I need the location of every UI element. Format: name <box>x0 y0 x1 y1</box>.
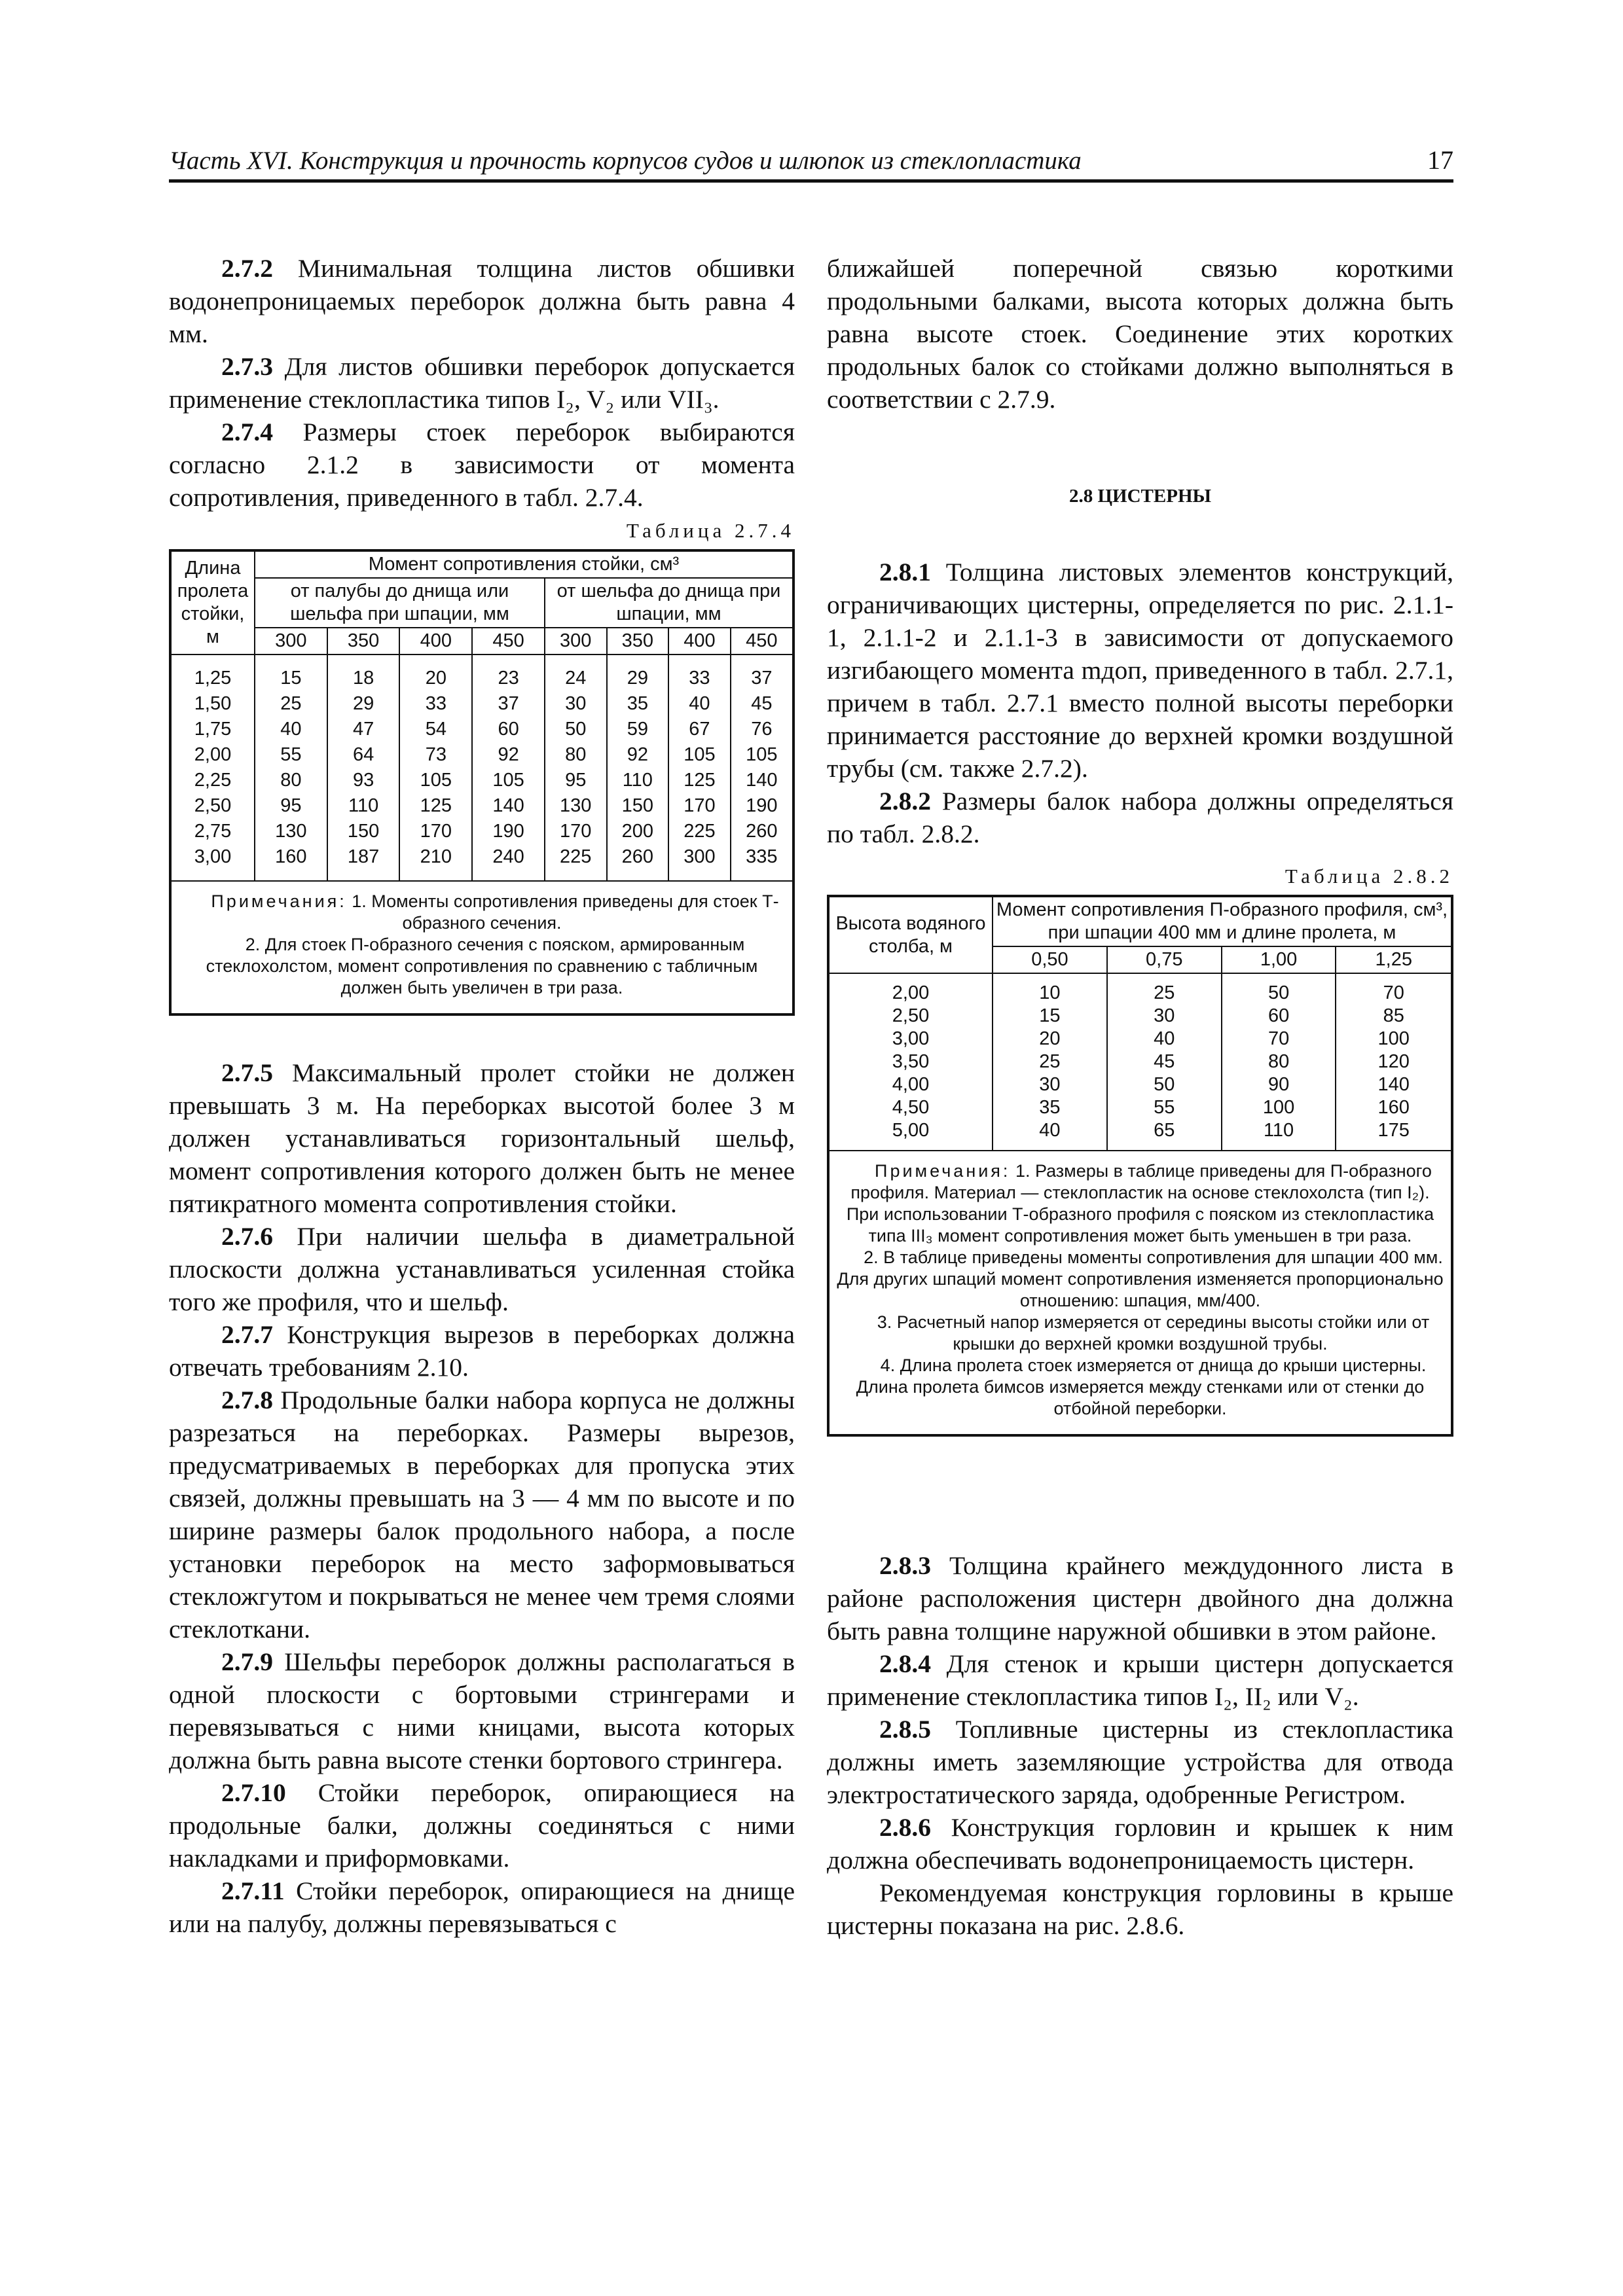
row-height-cell: 5,00 <box>828 1119 993 1151</box>
table-cell: 125 <box>399 793 472 819</box>
paragraph-2-7-11: 2.7.11 Стойки переборок, опирающиеся на днище или на палубу, должны перевязываться с <box>169 1876 795 1938</box>
row-height-cell: 2,00 <box>828 973 993 1005</box>
row-length-cell: 2,50 <box>170 793 255 819</box>
table-cell: 30 <box>545 691 607 717</box>
paragraph-2-7-5: 2.7.5 Максимальный пролет стойки не должен превышать 3 м. На переборках высотой более 3 м должен устанавливаться горизонтальный шельф, момент сопротивления которого должен быть не менее пятикратного момента сопротивления стойки. <box>169 1058 795 1218</box>
note-1 <box>177 891 787 934</box>
table-cell: 210 <box>399 844 472 881</box>
table-row <box>170 768 793 793</box>
table-cell: 105 <box>731 742 793 768</box>
table-cell: 50 <box>1222 973 1336 1005</box>
table-cell: 225 <box>545 844 607 881</box>
table-cell: 200 <box>607 819 669 844</box>
table-cell: 170 <box>545 819 607 844</box>
note-1 <box>835 1160 1446 1247</box>
table-cell: 120 <box>1336 1050 1452 1073</box>
table-cell: 50 <box>1107 1073 1222 1096</box>
table-cell: 140 <box>1336 1073 1452 1096</box>
spacing-header: 450 <box>731 628 793 655</box>
table-cell: 100 <box>1336 1028 1452 1050</box>
table-cell: 64 <box>327 742 400 768</box>
table-row <box>828 1028 1452 1050</box>
paragraph-2-7-10: 2.7.10 Стойки переборок, опирающиеся на продольные балки, должны соединяться с ними накладками и приформовками. <box>169 1778 795 1873</box>
table-cell: 29 <box>327 691 400 717</box>
table-cell: 60 <box>472 717 545 742</box>
table-row <box>170 717 793 742</box>
table-cell: 190 <box>731 793 793 819</box>
row-height-cell: 4,50 <box>828 1096 993 1119</box>
section-title-2-8: 2.8 ЦИСТЕРНЫ <box>1069 486 1211 507</box>
table-row <box>828 1119 1452 1151</box>
row-length-cell: 2,75 <box>170 819 255 844</box>
note-2: 2. В таблице приведены моменты сопротивления для шпации 400 мм. Для других шпаций момент сопротивления изменяется пропорционально отношению: шпация, мм/400. <box>837 1247 1444 1310</box>
table-row <box>170 655 793 691</box>
table-cell: 130 <box>255 819 327 844</box>
table-cell: 30 <box>993 1073 1107 1096</box>
table-cell: 15 <box>255 655 327 691</box>
table-cell: 25 <box>1107 973 1222 1005</box>
table-cell: 190 <box>472 819 545 844</box>
paragraph-2-7-8: 2.7.8 Продольные балки набора корпуса не должны разрезаться на переборках. Размеры вырезов, предусматриваемых в переборках для пропуска этих связей, должны превышать на 3 — 4 мм по высоте и по ширине размеры балок продольного набора, а после установки переборок на место заформовываться стекложгутом и покрываться не менее чем тремя слоями стеклоткани. <box>169 1386 795 1643</box>
paragraph-continuation: ближайшей поперечной связью короткими продольными балками, высота которых должна быть равна высоте стоек. Соединение этих коротких продольных балок со стойками должно выполняться в соответствии с 2.7.9. <box>827 254 1453 414</box>
table-cell: 55 <box>1107 1096 1222 1119</box>
left-column <box>169 252 795 1940</box>
spacing-header: 300 <box>255 628 327 655</box>
table-cell: 45 <box>1107 1050 1222 1073</box>
table-row <box>170 691 793 717</box>
spacing-header: 400 <box>399 628 472 655</box>
paragraph-2-8-5: 2.8.5 Топливные цистерны из стеклопластика должны иметь заземляющие устройства для отвода электростатического заряда, одобренные Регистром. <box>827 1715 1453 1809</box>
table-cell: 80 <box>1222 1050 1336 1073</box>
table-cell: 105 <box>668 742 731 768</box>
table-cell: 35 <box>993 1096 1107 1119</box>
row-length-cell: 1,75 <box>170 717 255 742</box>
table-cell: 20 <box>993 1028 1107 1050</box>
spacing-header: 350 <box>327 628 400 655</box>
table-cell: 92 <box>607 742 669 768</box>
row-height-cell: 4,00 <box>828 1073 993 1096</box>
table-cell: 187 <box>327 844 400 881</box>
paragraph-2-8-1: 2.8.1 Толщина листовых элементов конструкций, ограничивающих цистерны, определяется по рис. 2.1.1-1, 2.1.1-2 и 2.1.1-3 в зависимости от допускаемого изгибающего момента mдоп, приведенного в табл. 2.7.1, причем в табл. 2.7.1 вместо полной высоты переборки принимается расстояние до верхней кромки воздушной трубы (см. также 2.7.2). <box>827 558 1453 783</box>
table-cell: 24 <box>545 655 607 691</box>
table-cell: 110 <box>1222 1119 1336 1151</box>
table-2-8-2 <box>827 895 1453 1437</box>
table-cell: 35 <box>607 691 669 717</box>
header-moment: Момент сопротивления стойки, см³ <box>255 550 793 578</box>
table-cell: 125 <box>668 768 731 793</box>
table-cell: 10 <box>993 973 1107 1005</box>
table-cell: 170 <box>668 793 731 819</box>
table-row <box>828 1073 1452 1096</box>
table-cell: 54 <box>399 717 472 742</box>
table-cell: 335 <box>731 844 793 881</box>
paragraph-2-8-3: 2.8.3 Толщина крайнего междудонного листа в районе расположения цистерн двойного дна должна быть равна толщине наружной обшивки в этом районе. <box>827 1551 1453 1645</box>
paragraph-2-8-6: 2.8.6 Конструкция горловин и крышек к ним должна обеспечивать водонепроницаемость цистерн. <box>827 1813 1453 1874</box>
table-row <box>828 1096 1452 1119</box>
table-row <box>170 819 793 844</box>
paragraph-2-7-6: 2.7.6 При наличии шельфа в диаметральной плоскости должна устанавливаться усиленная стойка того же профиля, что и шельф. <box>169 1222 795 1316</box>
table-cell: 110 <box>607 768 669 793</box>
table-cell: 95 <box>255 793 327 819</box>
table-cell: 45 <box>731 691 793 717</box>
table-cell: 20 <box>399 655 472 691</box>
spacing-header: 300 <box>545 628 607 655</box>
table-cell: 110 <box>327 793 400 819</box>
table-cell: 47 <box>327 717 400 742</box>
table-cell: 160 <box>1336 1096 1452 1119</box>
paragraph-2-7-9: 2.7.9 Шельфы переборок должны располагаться в одной плоскости с бортовыми стрингерами и перевязываться с ними кницами, высота которых должна быть равна высоте стенки бортового стрингера. <box>169 1647 795 1774</box>
table-row <box>828 1005 1452 1028</box>
table-row <box>170 742 793 768</box>
paragraph-2-7-7: 2.7.7 Конструкция вырезов в переборках должна отвечать требованиям 2.10. <box>169 1320 795 1382</box>
table-cell: 25 <box>255 691 327 717</box>
table-row <box>170 844 793 881</box>
row-height-cell: 2,50 <box>828 1005 993 1028</box>
table-cell: 260 <box>607 844 669 881</box>
row-height-cell: 3,50 <box>828 1050 993 1073</box>
table-cell: 29 <box>607 655 669 691</box>
table-cell: 240 <box>472 844 545 881</box>
table-cell: 37 <box>472 691 545 717</box>
table-cell: 40 <box>668 691 731 717</box>
table-cell: 23 <box>472 655 545 691</box>
page-number: 17 <box>1427 145 1453 175</box>
span-header: 0,50 <box>993 946 1107 973</box>
table-cell: 55 <box>255 742 327 768</box>
table-cell: 100 <box>1222 1096 1336 1119</box>
row-length-cell: 2,25 <box>170 768 255 793</box>
table-notes <box>170 881 793 1014</box>
notes-row <box>170 881 793 1014</box>
paragraph-2-8-4: 2.8.4 Для стенок и крыши цистерн допускается применение стеклопластика типов I₂, II₂ или V₂. <box>827 1649 1453 1711</box>
table-cell: 60 <box>1222 1005 1336 1028</box>
table-cell: 65 <box>1107 1119 1222 1151</box>
table-cell: 25 <box>993 1050 1107 1073</box>
header-water-column: Высота водяного столба, м <box>828 896 993 973</box>
spacing-header: 450 <box>472 628 545 655</box>
table-cell: 33 <box>668 655 731 691</box>
table-notes <box>828 1151 1452 1435</box>
notes-label: Примечания: <box>211 891 347 911</box>
running-header <box>169 139 1453 183</box>
span-header: 1,00 <box>1222 946 1336 973</box>
row-length-cell: 2,00 <box>170 742 255 768</box>
spacing-header: 400 <box>668 628 731 655</box>
table-cell: 160 <box>255 844 327 881</box>
table-cell: 59 <box>607 717 669 742</box>
table-cell: 95 <box>545 768 607 793</box>
header-moment-p-profile: Момент сопротивления П-образного профиля, см³, при шпации 400 мм и длине пролета, м <box>993 896 1452 946</box>
table-cell: 105 <box>472 768 545 793</box>
table-row <box>828 1050 1452 1073</box>
table-cell: 70 <box>1222 1028 1336 1050</box>
table-cell: 33 <box>399 691 472 717</box>
table-cell: 130 <box>545 793 607 819</box>
right-column <box>827 252 1453 1942</box>
row-length-cell: 1,50 <box>170 691 255 717</box>
paragraph-2-7-4: 2.7.4 Размеры стоек переборок выбираются согласно 2.1.2 в зависимости от момента сопротивления, приведенного в табл. 2.7.4. <box>169 418 795 512</box>
table-cell: 18 <box>327 655 400 691</box>
paragraph-2-8-2: 2.8.2 Размеры балок набора должны определяться по табл. 2.8.2. <box>827 787 1453 848</box>
table-cell: 140 <box>731 768 793 793</box>
row-length-cell: 1,25 <box>170 655 255 691</box>
table-caption-2-7-4: Таблица 2.7.4 <box>626 519 795 542</box>
table-caption-2-8-2: Таблица 2.8.2 <box>1285 865 1453 888</box>
table-2-7-4 <box>169 549 795 1016</box>
table-cell: 92 <box>472 742 545 768</box>
span-header: 0,75 <box>1107 946 1222 973</box>
table-cell: 37 <box>731 655 793 691</box>
table-cell: 15 <box>993 1005 1107 1028</box>
table-row <box>170 793 793 819</box>
table-cell: 170 <box>399 819 472 844</box>
notes-row <box>828 1151 1452 1435</box>
table-row <box>828 973 1452 1005</box>
table-cell: 260 <box>731 819 793 844</box>
row-height-cell: 3,00 <box>828 1028 993 1050</box>
table-cell: 73 <box>399 742 472 768</box>
table-cell: 140 <box>472 793 545 819</box>
spacing-header: 350 <box>607 628 669 655</box>
table-cell: 175 <box>1336 1119 1452 1151</box>
table-cell: 76 <box>731 717 793 742</box>
table-cell: 93 <box>327 768 400 793</box>
header-title: Часть XVI. Конструкция и прочность корпусов судов и шлюпок из стеклопластика <box>169 147 1082 175</box>
note-3: 3. Расчетный напор измеряется от середины высоты стойки или от крышки до верхней кромки воздушной трубы. <box>877 1312 1430 1354</box>
table-cell: 225 <box>668 819 731 844</box>
header-group-deck: от палубы до днища или шельфа при шпации, мм <box>255 578 545 628</box>
table-cell: 70 <box>1336 973 1452 1005</box>
table-cell: 50 <box>545 717 607 742</box>
header-length: Длина пролета стойки, м <box>170 550 255 655</box>
span-header: 1,25 <box>1336 946 1452 973</box>
note-2: 2. Для стоек П-образного сечения с пояском, армированным стеклохолстом, момент сопротивления по сравнению с табличным должен быть увеличен в три раза. <box>206 935 758 997</box>
paragraph-2-7-3: 2.7.3 Для листов обшивки переборок допускается применение стеклопластика типов I₂, V₂ или VII₃. <box>169 352 795 414</box>
table-cell: 67 <box>668 717 731 742</box>
table-cell: 80 <box>255 768 327 793</box>
note-4: 4. Длина пролета стоек измеряется от днища до крыши цистерны. Длина пролета бимсов измеряется между стенками или от стенки до отбойной переборки. <box>856 1355 1427 1418</box>
note-1-text: 1. Моменты сопротивления приведены для стоек Т-образного сечения. <box>346 891 779 933</box>
row-length-cell: 3,00 <box>170 844 255 881</box>
paragraph-recommendation: Рекомендуемая конструкция горловины в крыше цистерны показана на рис. 2.8.6. <box>827 1878 1453 1940</box>
table-cell: 85 <box>1336 1005 1452 1028</box>
table-cell: 105 <box>399 768 472 793</box>
paragraph-2-7-2: 2.7.2 Минимальная толщина листов обшивки водонепроницаемых переборок должна быть равна 4 мм. <box>169 254 795 348</box>
table-cell: 150 <box>327 819 400 844</box>
table-cell: 30 <box>1107 1005 1222 1028</box>
header-group-shelf: от шельфа до днища при шпации, мм <box>545 578 793 628</box>
table-cell: 40 <box>993 1119 1107 1151</box>
table-cell: 80 <box>545 742 607 768</box>
table-cell: 40 <box>255 717 327 742</box>
table-cell: 40 <box>1107 1028 1222 1050</box>
note-1-text: 1. Размеры в таблице приведены для П-образного профиля. Материал — стеклопластик на основе стеклохолста (тип I₂). При использовании Т-образного профиля с пояском из стеклопластика типа III₃ момент сопротивления может быть уменьшен в три раза. <box>846 1161 1434 1246</box>
table-cell: 150 <box>607 793 669 819</box>
table-cell: 90 <box>1222 1073 1336 1096</box>
table-cell: 300 <box>668 844 731 881</box>
notes-label: Примечания: <box>875 1161 1011 1181</box>
